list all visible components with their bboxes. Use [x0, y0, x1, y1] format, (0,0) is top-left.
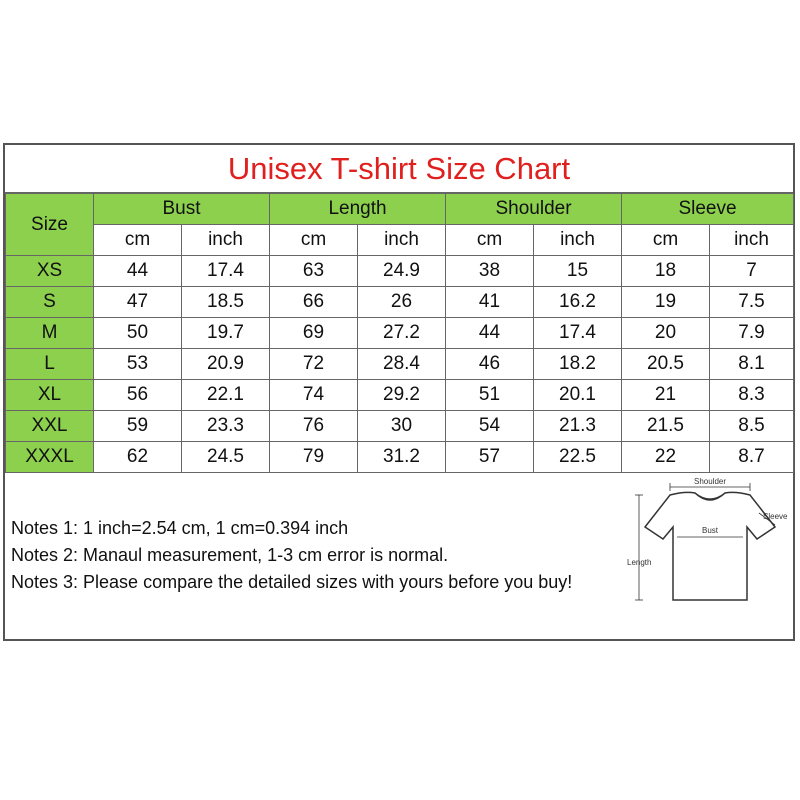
measurement-cell: 8.3 [710, 380, 794, 411]
measurement-cell: 62 [94, 442, 182, 473]
unit-header: cm [94, 225, 182, 256]
table-row [6, 380, 794, 411]
measurement-cell: 38 [446, 256, 534, 287]
measurement-cell: 21.5 [622, 411, 710, 442]
size-label: L [6, 349, 94, 380]
measurement-cell: 7.5 [710, 287, 794, 318]
table-row [6, 349, 794, 380]
table-row [6, 256, 794, 287]
measurement-cell: 19 [622, 287, 710, 318]
measurement-cell: 79 [270, 442, 358, 473]
measurement-cell: 22 [622, 442, 710, 473]
measurement-cell: 46 [446, 349, 534, 380]
notes [11, 515, 572, 596]
measurement-cell: 51 [446, 380, 534, 411]
measurement-cell: 7 [710, 256, 794, 287]
sleeve-header: Sleeve [622, 194, 794, 225]
bust-label: Bust [701, 526, 719, 535]
shoulder-header: Shoulder [446, 194, 622, 225]
measurement-cell: 21 [622, 380, 710, 411]
measurement-cell: 20.5 [622, 349, 710, 380]
measurement-cell: 24.9 [358, 256, 446, 287]
table-row [6, 411, 794, 442]
tshirt-outline [645, 492, 775, 600]
measurement-cell: 21.3 [534, 411, 622, 442]
unit-header: inch [182, 225, 270, 256]
unit-header: cm [622, 225, 710, 256]
tshirt-icon [625, 475, 790, 625]
measurement-cell: 22.5 [534, 442, 622, 473]
measurement-cell: 20.9 [182, 349, 270, 380]
table-row [6, 442, 794, 473]
measurement-cell: 69 [270, 318, 358, 349]
measurement-cell: 15 [534, 256, 622, 287]
measurement-cell: 76 [270, 411, 358, 442]
size-label: XXXL [6, 442, 94, 473]
sleeve-label: Sleeve [763, 512, 788, 521]
measurement-cell: 44 [94, 256, 182, 287]
measurement-cell: 26 [358, 287, 446, 318]
size-label: XL [6, 380, 94, 411]
measurement-cell: 18.2 [534, 349, 622, 380]
measurement-cell: 56 [94, 380, 182, 411]
measurement-cell: 41 [446, 287, 534, 318]
size-column-header: Size [6, 194, 94, 256]
size-chart-frame [3, 143, 795, 641]
measurement-cell: 44 [446, 318, 534, 349]
size-label: M [6, 318, 94, 349]
measurement-cell: 27.2 [358, 318, 446, 349]
length-label: Length [627, 558, 652, 567]
measurement-cell: 20.1 [534, 380, 622, 411]
unit-header: inch [358, 225, 446, 256]
note-1: Notes 1: 1 inch=2.54 cm, 1 cm=0.394 inch [11, 518, 349, 538]
bust-header: Bust [94, 194, 270, 225]
length-header: Length [270, 194, 446, 225]
measurement-cell: 29.2 [358, 380, 446, 411]
measurement-cell: 18.5 [182, 287, 270, 318]
unit-header: inch [710, 225, 794, 256]
measurement-cell: 57 [446, 442, 534, 473]
measurement-cell: 17.4 [534, 318, 622, 349]
note-3: Notes 3: Please compare the detailed sizes with yours before you buy! [11, 572, 573, 592]
measurement-cell: 53 [94, 349, 182, 380]
measurement-cell: 59 [94, 411, 182, 442]
measurement-cell: 22.1 [182, 380, 270, 411]
chart-title: Unisex T-shirt Size Chart [5, 145, 793, 193]
note-2: Notes 2: Manaul measurement, 1-3 cm error is normal. [11, 545, 449, 565]
size-table [5, 193, 794, 473]
measurement-cell: 20 [622, 318, 710, 349]
measurement-cell: 28.4 [358, 349, 446, 380]
unit-header-row [6, 225, 794, 256]
measurement-cell: 74 [270, 380, 358, 411]
table-row [6, 318, 794, 349]
measurement-cell: 19.7 [182, 318, 270, 349]
measurement-cell: 31.2 [358, 442, 446, 473]
measurement-cell: 30 [358, 411, 446, 442]
measurement-cell: 50 [94, 318, 182, 349]
measurement-cell: 63 [270, 256, 358, 287]
measurement-cell: 17.4 [182, 256, 270, 287]
size-label: XS [6, 256, 94, 287]
measurement-cell: 72 [270, 349, 358, 380]
measurement-cell: 18 [622, 256, 710, 287]
size-label: S [6, 287, 94, 318]
table-header-row [6, 194, 794, 225]
shoulder-label: Shoulder [693, 477, 727, 486]
unit-header: cm [270, 225, 358, 256]
table-row [6, 287, 794, 318]
unit-header: cm [446, 225, 534, 256]
measurement-cell: 8.7 [710, 442, 794, 473]
unit-header: inch [534, 225, 622, 256]
measurement-cell: 47 [94, 287, 182, 318]
measurement-cell: 16.2 [534, 287, 622, 318]
measurement-cell: 23.3 [182, 411, 270, 442]
measurement-cell: 7.9 [710, 318, 794, 349]
measurement-cell: 24.5 [182, 442, 270, 473]
measurement-cell: 54 [446, 411, 534, 442]
measurement-cell: 8.1 [710, 349, 794, 380]
size-label: XXL [6, 411, 94, 442]
measurement-cell: 8.5 [710, 411, 794, 442]
measurement-cell: 66 [270, 287, 358, 318]
tshirt-measurement-diagram [625, 475, 790, 625]
